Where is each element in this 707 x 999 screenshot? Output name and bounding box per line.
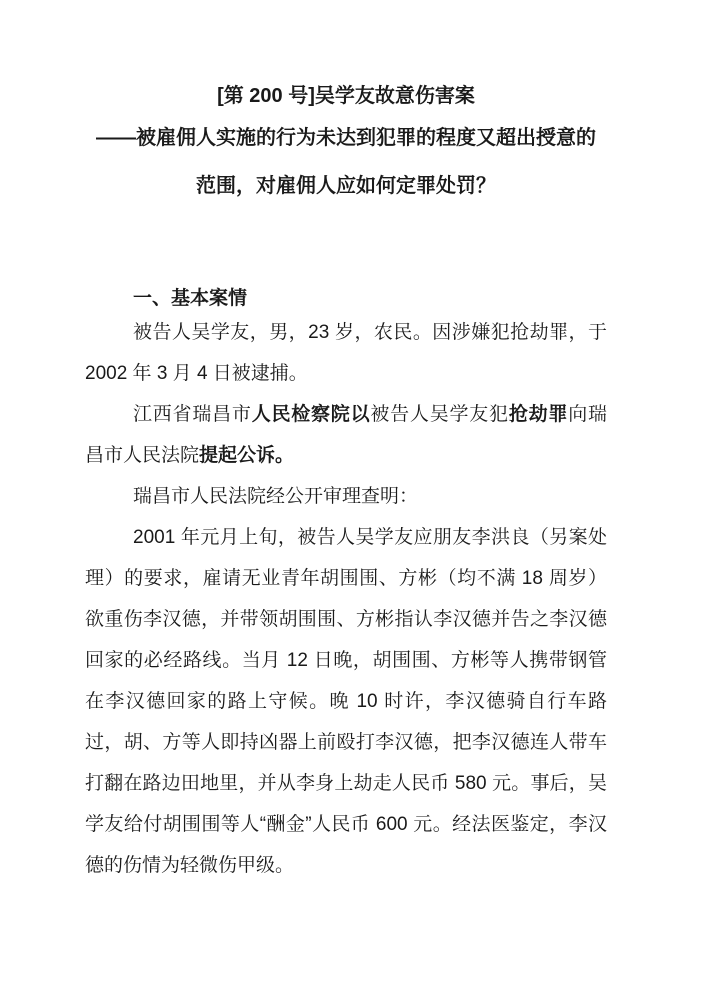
paragraph-defendant-info: 被告人吴学友，男，23 岁，农民。因涉嫌犯抢劫罪，于 2002 年 3 月 4 日被逮捕。 xyxy=(85,322,607,384)
prosecution-text-part1: 江西省瑞昌市 xyxy=(133,404,252,425)
case-title: [第 200 号]吴学友故意伤害案 xyxy=(217,85,475,107)
paragraph-case-facts: 2001 年元月上旬，被告人吴学友应朋友李洪良（另案处理）的要求，雇请无业青年胡围围、方彬（均不满 18 周岁）欲重伤李汉德，并带领胡围围、方彬指认李汉德并告之李汉德回家的必经路线。当月 12 日晚，胡围围、方彬等人携带钢管在李汉德回家的路上守候。晚 10 时许，李汉德骑自行车路过，胡、方等人即持凶器上前殴打李汉德，把李汉德连人带车打翻在路边田地里，并从李身上劫走人民币 580 元。事后，吴学友给付胡围围等人“酬金”人民币 600 元。经法医鉴定，李汉德的伤情为轻微伤甲级。 xyxy=(85,527,607,876)
case-subtitle-line2: 范围，对雇佣人应如何定罪处罚？ xyxy=(196,175,496,197)
case-subtitle-line1: ——被雇佣人实施的行为未达到犯罪的程度又超出授意的 xyxy=(96,127,596,149)
prosecution-text-procuratorate-bold: 人民检察院以 xyxy=(251,404,371,425)
prosecution-text-part3: 向瑞昌市人民法院 xyxy=(85,404,607,466)
paragraph-court-hearing: 瑞昌市人民法院经公开审理查明： xyxy=(133,486,419,507)
prosecution-text-part2: 被告人吴学友犯 xyxy=(370,404,509,425)
prosecution-text-indictment-bold: 提起公诉。 xyxy=(199,445,295,466)
paragraph-prosecution xyxy=(85,394,607,476)
prosecution-text-robbery-charge-bold: 抢劫罪 xyxy=(508,404,569,425)
section-heading-basic-facts: 一、基本案情 xyxy=(133,288,248,309)
